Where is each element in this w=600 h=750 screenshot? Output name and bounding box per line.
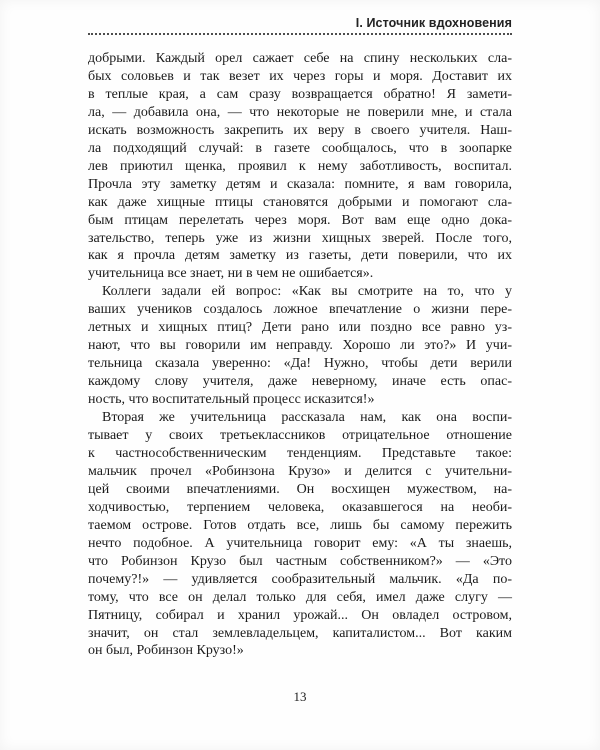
text-line: бым птицам перелетать через моря. Вот вам еще одно дока- (88, 212, 512, 228)
text-line: ность, что воспитательный процесс исказится!» (88, 392, 375, 408)
body-text-block (88, 50, 512, 660)
text-line: что Робинзон Крузо был частным собственником?» — «Это (88, 553, 512, 569)
text-line: Прочла эту заметку детям и сказала: помните, я вам говорила, (88, 176, 512, 192)
text-line: летных и хищных птиц? Дети рано или поздно все равно уз- (88, 320, 512, 336)
text-line: ла подходящий случай: в газете сообщалось, что в зоопарке (88, 140, 512, 156)
text-column (88, 16, 512, 660)
text-line: тому, что все он делал только для себя, имел даже слугу — (88, 589, 512, 605)
text-line: он был, Робинзон Крузо!» (88, 643, 244, 659)
text-line: ваших учеников создалось ложное впечатление о жизни пере- (88, 302, 512, 318)
text-line: каждому слову учителя, даже неверному, иначе есть опас- (88, 374, 512, 390)
text-line: Вторая же учительница рассказала нам, как она воспи- (102, 410, 512, 426)
text-line: тельница сказала уверенно: «Да! Нужно, чтобы дети верили (88, 356, 512, 372)
text-line: Пятницу, собирал и хранил урожай... Он овладел островом, (88, 607, 512, 623)
text-line: почему?!» — удивляется сообразительный мальчик. «Да по- (88, 571, 512, 587)
text-line: ла, — добавила она, — что некоторые не поверили мне, и стала (88, 104, 512, 120)
text-line: значит, он стал землевладельцем, капиталистом... Вот каким (88, 625, 512, 641)
text-line: учительница все знает, ни в чем не ошибается». (88, 266, 374, 282)
text-line: нечто подобное. А учительница говорит ему: «А ты знаешь, (88, 535, 512, 551)
text-line: в теплые края, а сам сразу возвращается обратно! Я замети- (88, 86, 512, 102)
text-line: искать возможность закрепить их веру в своего учителя. Наш- (88, 122, 512, 138)
text-line: тывает у своих третьеклассников отрицательное отношение (88, 428, 512, 444)
text-line: зательство, теперь уже из жизни хищных зверей. После того, (88, 230, 512, 246)
text-line: мальчик прочел «Робинзона Крузо» и делится с учительни- (88, 463, 512, 479)
text-line: ходчивостью, терпением человека, оказавшегося на необи- (88, 499, 512, 515)
text-line: Коллеги задали ей вопрос: «Как вы смотрите на то, что у (102, 284, 512, 300)
text-line: как даже хищные птицы становятся добрыми и помогают сла- (88, 194, 512, 210)
text-line: цей своими впечатлениями. Он восхищен мужеством, на- (88, 481, 512, 497)
text-line: нают, что вы говорили им неправду. Хорошо ли это?» И учи- (88, 338, 512, 354)
text-line: бых соловьев и так везет их через горы и моря. Доставит их (88, 68, 512, 84)
text-line: лев приютил щенка, проявил к нему заботливость, воспитал. (88, 158, 512, 174)
text-line: таемом острове. Готов отдать все, лишь бы самому пережить (88, 517, 512, 533)
header-dotted-rule (88, 33, 512, 35)
text-line: как я прочла детям заметку из газеты, дети поверили, что их (88, 248, 512, 264)
text-line: добрыми. Каждый орел сажает себе на спину нескольких сла- (88, 51, 512, 66)
page-number: 13 (293, 689, 307, 704)
chapter-header-title: I. Источник вдохновения (355, 16, 512, 30)
running-header (88, 16, 512, 35)
text-line: к частнособственническим тенденциям. Представьте такое: (88, 445, 512, 461)
